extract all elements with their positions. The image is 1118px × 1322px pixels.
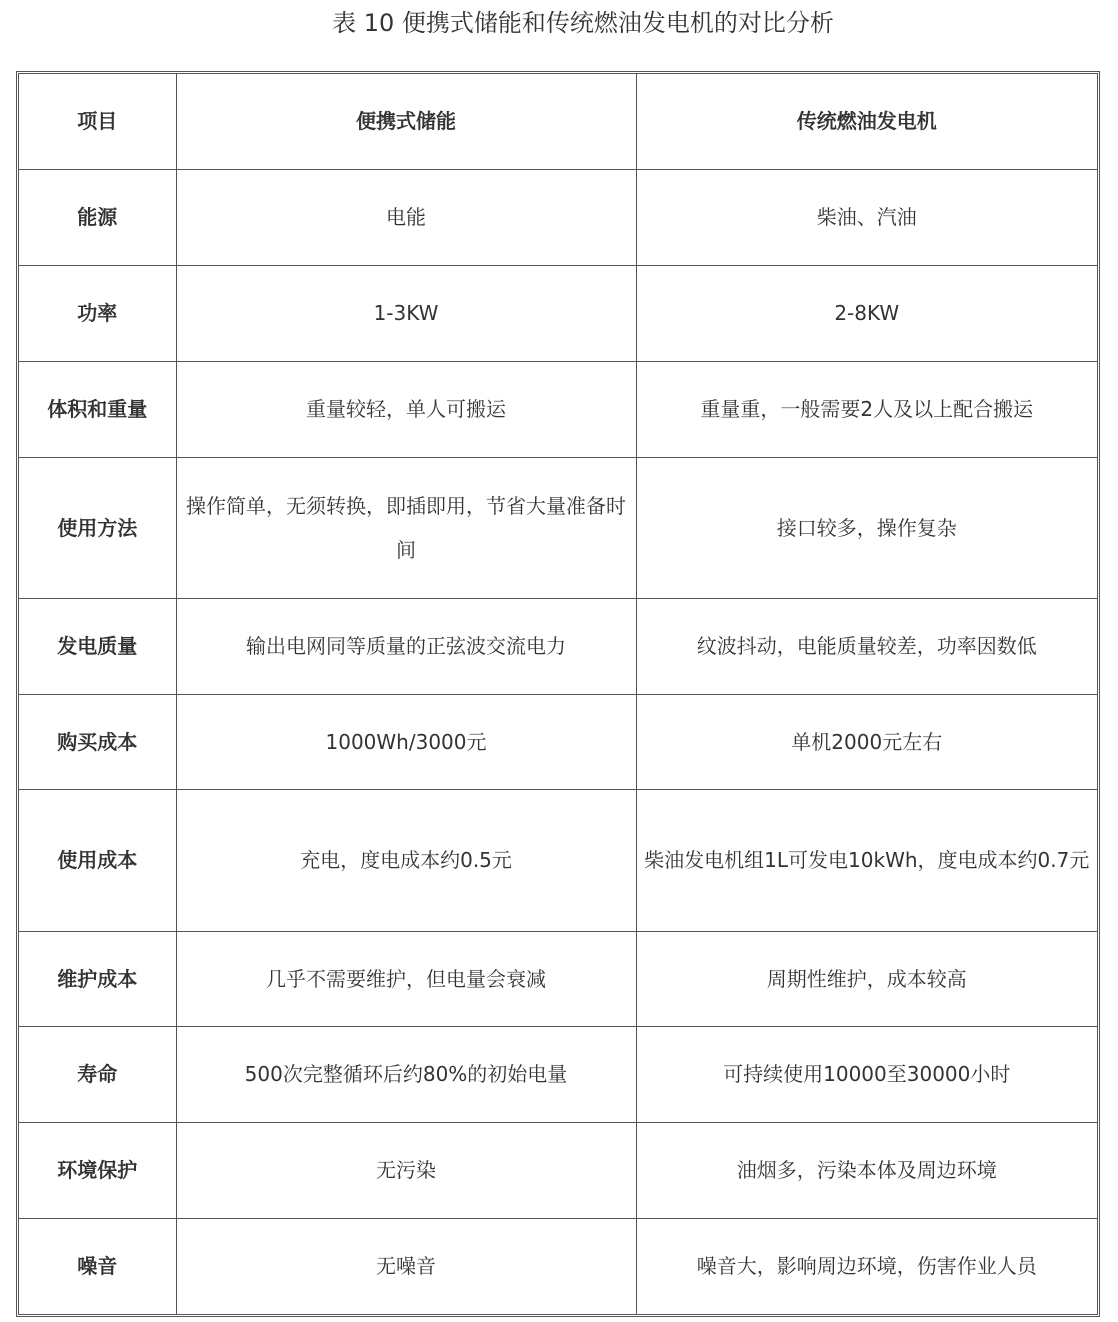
row-label: 功率 [19, 265, 176, 361]
row-label: 环境保护 [19, 1122, 176, 1218]
fuel-generator-cell: 可持续使用10000至30000小时 [636, 1026, 1097, 1122]
header-cell-fuel-generator: 传统燃油发电机 [636, 74, 1097, 169]
table-row [19, 1218, 1097, 1314]
fuel-generator-cell: 油烟多，污染本体及周边环境 [636, 1122, 1097, 1218]
fuel-generator-cell: 重量重，一般需要2人及以上配合搬运 [636, 361, 1097, 457]
row-label: 寿命 [19, 1026, 176, 1122]
table-caption: 表 10 便携式储能和传统燃油发电机的对比分析 [332, 9, 834, 37]
table-row [19, 598, 1097, 694]
fuel-generator-cell: 纹波抖动，电能质量较差，功率因数低 [636, 598, 1097, 694]
portable-storage-cell: 输出电网同等质量的正弦波交流电力 [176, 598, 636, 694]
table-row [19, 1122, 1097, 1218]
table-row [19, 1026, 1097, 1122]
row-label: 体积和重量 [19, 361, 176, 457]
portable-storage-cell: 几乎不需要维护，但电量会衰减 [176, 931, 636, 1026]
fuel-generator-cell: 2-8KW [636, 265, 1097, 361]
comparison-table [19, 74, 1097, 1314]
portable-storage-cell: 无噪音 [176, 1218, 636, 1314]
table-row [19, 457, 1097, 598]
row-label: 噪音 [19, 1218, 176, 1314]
row-label: 购买成本 [19, 694, 176, 789]
portable-storage-cell: 500次完整循环后约80%的初始电量 [176, 1026, 636, 1122]
table-row [19, 789, 1097, 931]
fuel-generator-cell: 周期性维护，成本较高 [636, 931, 1097, 1026]
portable-storage-cell: 无污染 [176, 1122, 636, 1218]
row-label: 使用成本 [19, 789, 176, 931]
row-label: 维护成本 [19, 931, 176, 1026]
fuel-generator-cell: 柴油发电机组1L可发电10kWh，度电成本约0.7元 [636, 789, 1097, 931]
table-header-row [19, 74, 1097, 169]
fuel-generator-cell: 噪音大，影响周边环境，伤害作业人员 [636, 1218, 1097, 1314]
portable-storage-cell: 1000Wh/3000元 [176, 694, 636, 789]
row-label: 能源 [19, 169, 176, 265]
fuel-generator-cell: 柴油、汽油 [636, 169, 1097, 265]
portable-storage-cell: 重量较轻，单人可搬运 [176, 361, 636, 457]
fuel-generator-cell: 单机2000元左右 [636, 694, 1097, 789]
portable-storage-cell: 1-3KW [176, 265, 636, 361]
portable-storage-cell: 充电，度电成本约0.5元 [176, 789, 636, 931]
table-row [19, 361, 1097, 457]
portable-storage-cell: 电能 [176, 169, 636, 265]
header-cell-item: 项目 [19, 74, 176, 169]
row-label: 发电质量 [19, 598, 176, 694]
portable-storage-cell: 操作简单，无须转换，即插即用，节省大量准备时间 [176, 457, 636, 598]
table-row [19, 169, 1097, 265]
comparison-table-frame [16, 71, 1100, 1317]
header-cell-portable-storage: 便携式储能 [176, 74, 636, 169]
table-row [19, 265, 1097, 361]
table-row [19, 931, 1097, 1026]
fuel-generator-cell: 接口较多，操作复杂 [636, 457, 1097, 598]
table-row [19, 694, 1097, 789]
row-label: 使用方法 [19, 457, 176, 598]
